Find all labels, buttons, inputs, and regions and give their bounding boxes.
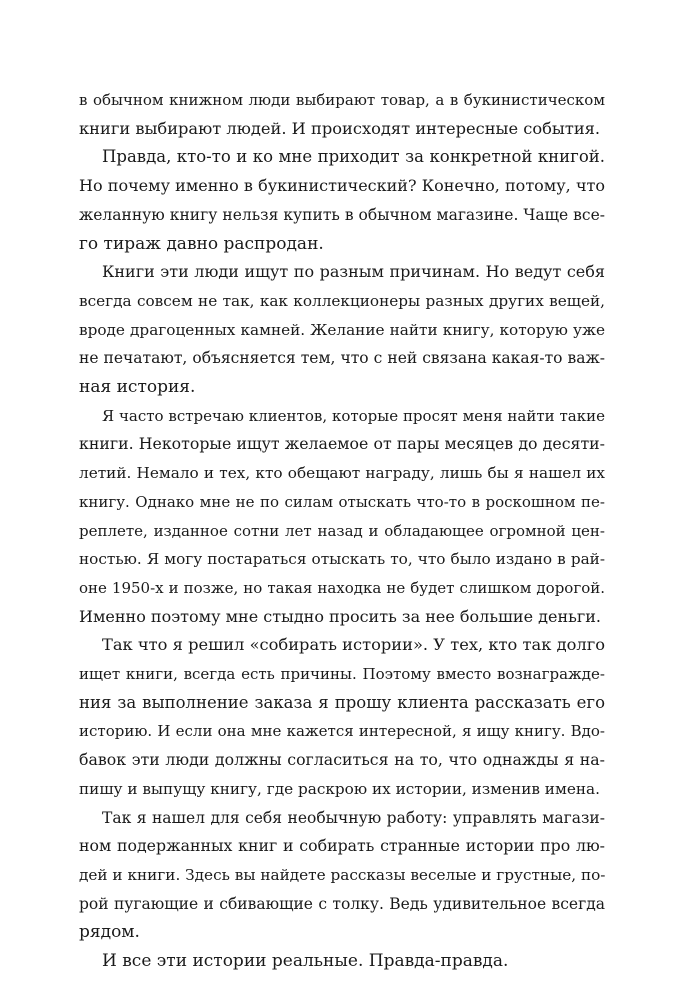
text-line: книгу. Однако мне не по силам отыскать что-то в роскошном пе- bbox=[79, 492, 605, 511]
text-line: реплете, изданное сотни лет назад и обладающее огромной цен- bbox=[79, 521, 605, 540]
text-line: ная история. bbox=[79, 377, 196, 398]
text-line: вроде драгоценных камней. Желание найти книгу, которую уже bbox=[79, 320, 605, 339]
text-line: историю. И если она мне кажется интересной, я ищу книгу. Вдо- bbox=[79, 722, 605, 741]
text-line: ном подержанных книг и собирать странные истории про лю- bbox=[79, 836, 605, 856]
text-line: ностью. Я могу постараться отыскать то, что было издано в рай- bbox=[79, 550, 605, 569]
paragraph-6 bbox=[79, 804, 605, 948]
paragraph-4 bbox=[79, 402, 605, 632]
text-line: Книги эти люди ищут по разным причинам. Но ведут себя bbox=[102, 262, 605, 282]
paragraph-7 bbox=[79, 947, 605, 976]
text-line: ния за выполнение заказа я прошу клиента рассказать его bbox=[79, 692, 605, 712]
text-line: в обычном книжном люди выбирают товар, а в букинистическом bbox=[79, 91, 605, 109]
text-line: Я часто встречаю клиентов, которые просят меня найти такие bbox=[102, 406, 605, 425]
paragraph-2 bbox=[79, 143, 605, 258]
text-line: рой пугающие и сбивающие с толку. Ведь удивительное всегда bbox=[79, 894, 605, 913]
paragraph-1 bbox=[79, 86, 605, 143]
text-line: рядом. bbox=[79, 922, 140, 943]
text-line: ищет книги, всегда есть причины. Поэтому вместо вознагражде- bbox=[79, 665, 605, 684]
text-line: желанную книгу нельзя купить в обычном магазине. Чаще все- bbox=[79, 205, 605, 224]
text-line: Так я нашел для себя необычную работу: управлять магази- bbox=[102, 808, 605, 827]
text-line: Правда, кто-то и ко мне приходит за конкретной книгой. bbox=[102, 147, 605, 167]
text-line: всегда совсем не так, как коллекционеры разных других вещей, bbox=[79, 291, 605, 310]
text-line: бавок эти люди должны согласиться на то, что однажды я на- bbox=[79, 750, 605, 770]
text-line: го тираж давно распродан. bbox=[79, 233, 324, 254]
paragraph-5 bbox=[79, 631, 605, 803]
paragraph-3 bbox=[79, 258, 605, 402]
text-line: дей и книги. Здесь вы найдете рассказы веселые и грустные, по- bbox=[79, 865, 605, 884]
text-line: И все эти истории реальные. Правда-правда. bbox=[102, 951, 509, 972]
text-line: книги. Некоторые ищут желаемое от пары месяцев до десяти- bbox=[79, 434, 605, 454]
body-text bbox=[79, 86, 605, 976]
text-line: Именно поэтому мне стыдно просить за нее большие деньги. bbox=[79, 606, 601, 626]
text-line: оне 1950-х и позже, но такая находка не будет слишком дорогой. bbox=[79, 578, 605, 597]
text-line: не печатают, объясняется тем, что с ней связана какая-то важ- bbox=[79, 349, 605, 368]
text-line: летий. Немало и тех, кто обещают награду, лишь бы я нашел их bbox=[79, 464, 605, 483]
text-line: пишу и выпущу книгу, где раскрою их истории, изменив имена. bbox=[79, 779, 600, 798]
text-line: книги выбирают людей. И происходят интересные события. bbox=[79, 118, 601, 138]
text-line: Но почему именно в букинистический? Конечно, потому, что bbox=[79, 176, 605, 196]
text-line: Так что я решил «собирать истории». У тех, кто так долго bbox=[102, 635, 605, 655]
